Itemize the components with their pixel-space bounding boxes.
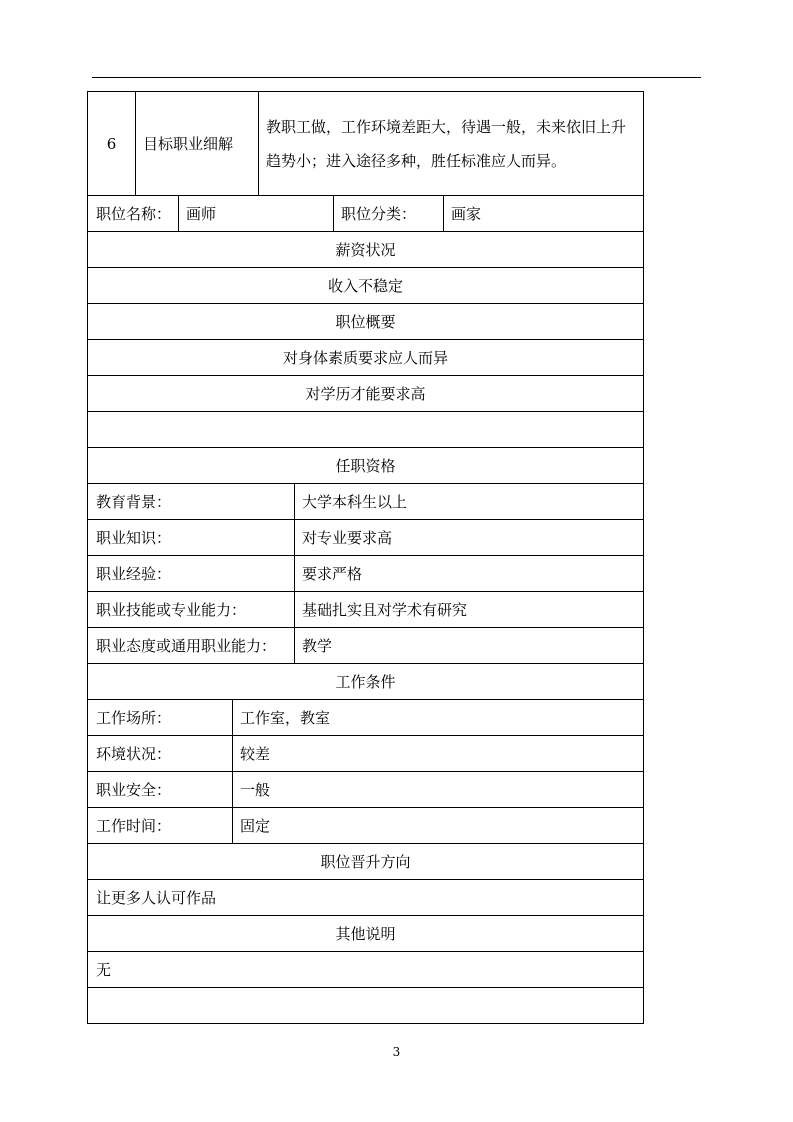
conditions-heading-row	[88, 664, 643, 700]
conditions-label: 职业安全：	[96, 781, 172, 799]
conditions-row	[88, 700, 643, 736]
salary-value: 收入不稳定	[327, 277, 403, 295]
qualification-heading: 任职资格	[335, 457, 396, 475]
overview-line3	[88, 412, 643, 447]
conditions-value: 一般	[240, 781, 271, 799]
other-heading: 其他说明	[335, 925, 396, 943]
promotion-value-row	[88, 880, 643, 916]
qualification-row	[88, 556, 643, 592]
qualification-label: 教育背景：	[96, 493, 172, 511]
row-number: 6	[106, 134, 117, 153]
position-class-value: 画家	[451, 205, 482, 223]
qualification-label: 职业技能或专业能力：	[96, 601, 247, 619]
promotion-value: 让更多人认可作品	[96, 889, 217, 907]
job-table	[87, 195, 644, 1024]
conditions-value: 固定	[240, 817, 271, 835]
position-name-value: 画师	[186, 205, 217, 223]
qualification-heading-row	[88, 448, 643, 484]
other-blank	[88, 988, 643, 1023]
row-description: 教职工做，工作环境差距大，待遇一般，未来依旧上升趋势小；进入途径多种，胜任标准应人而异。	[266, 117, 627, 170]
conditions-heading: 工作条件	[335, 673, 396, 691]
conditions-value: 较差	[240, 745, 271, 763]
overview-line-row	[88, 376, 643, 412]
qualification-value: 要求严格	[302, 565, 363, 583]
page-number: 3	[392, 1045, 401, 1059]
overview-blank-row	[88, 412, 643, 448]
career-detail-row	[87, 91, 644, 196]
salary-heading: 薪资状况	[335, 241, 396, 259]
conditions-row	[88, 808, 643, 844]
qualification-value: 教学	[302, 637, 333, 655]
qualification-row	[88, 520, 643, 556]
conditions-row	[88, 736, 643, 772]
header-rule	[92, 77, 701, 78]
other-blank-row	[88, 988, 643, 1024]
conditions-label: 工作场所：	[96, 709, 172, 727]
salary-value-row	[88, 268, 643, 304]
qualification-value: 对专业要求高	[302, 529, 393, 547]
overview-heading-row	[88, 304, 643, 340]
promotion-heading-row	[88, 844, 643, 880]
other-value-row	[88, 952, 643, 988]
qualification-value: 基础扎实且对学术有研究	[302, 601, 468, 619]
overview-line2: 对学历才能要求高	[305, 385, 426, 403]
conditions-label: 工作时间：	[96, 817, 172, 835]
overview-heading: 职位概要	[335, 313, 396, 331]
qualification-row	[88, 592, 643, 628]
qualification-row	[88, 628, 643, 664]
qualification-label: 职业态度或通用职业能力：	[96, 637, 277, 655]
position-name-label: 职位名称：	[96, 205, 172, 223]
conditions-value: 工作室，教室	[240, 709, 331, 727]
other-value: 无	[96, 961, 112, 979]
qualification-row	[88, 484, 643, 520]
overview-line1: 对身体素质要求应人而异	[282, 349, 448, 367]
salary-heading-row	[88, 232, 643, 268]
qualification-label: 职业经验：	[96, 565, 172, 583]
position-row	[88, 196, 643, 232]
row-label: 目标职业细解	[143, 135, 234, 153]
conditions-label: 环境状况：	[96, 745, 172, 763]
promotion-heading: 职位晋升方向	[320, 853, 411, 871]
qualification-label: 职业知识：	[96, 529, 172, 547]
overview-line-row	[88, 340, 643, 376]
other-heading-row	[88, 916, 643, 952]
conditions-row	[88, 772, 643, 808]
qualification-value: 大学本科生以上	[302, 493, 408, 511]
position-class-label: 职位分类：	[341, 205, 417, 223]
